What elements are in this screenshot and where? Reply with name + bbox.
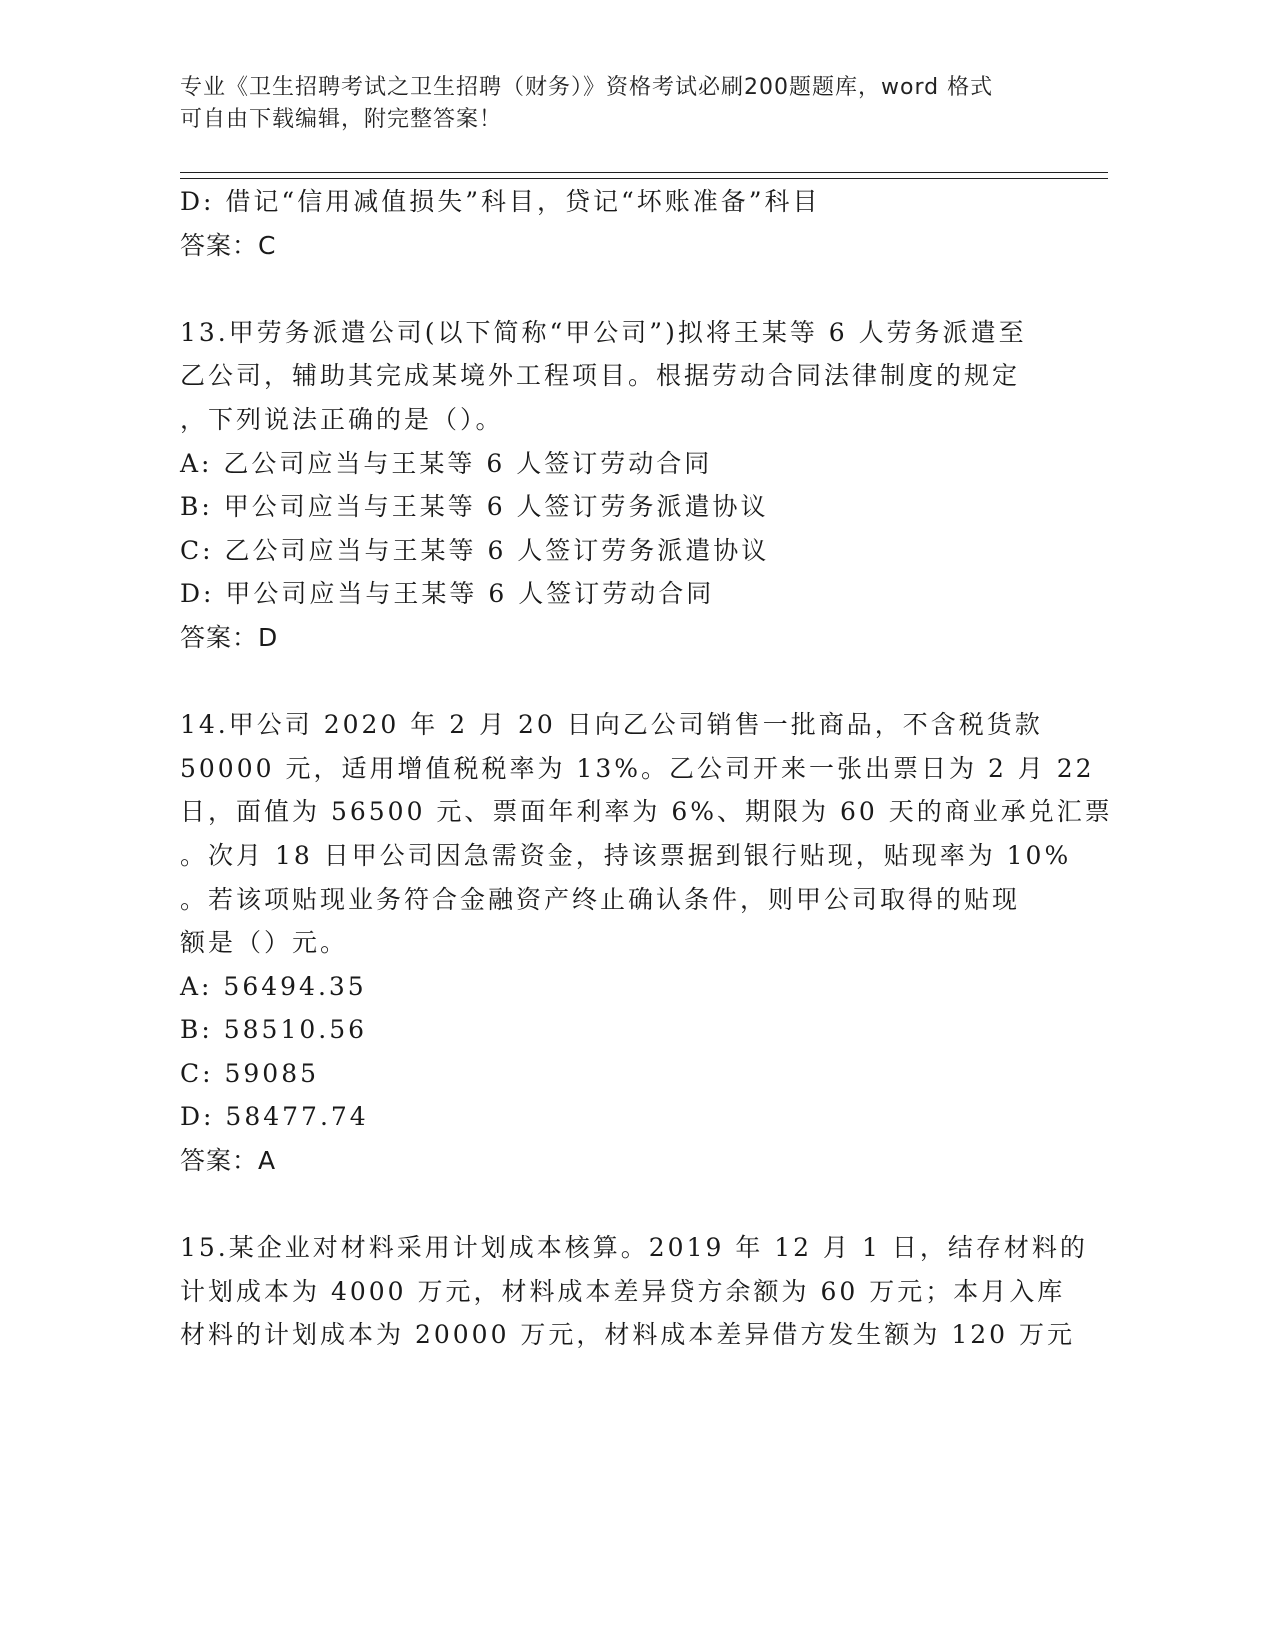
q13-stem-line-2: 乙公司，辅助其完成某境外工程项目。根据劳动合同法律制度的规定 [180, 361, 1021, 391]
q14-stem-line-4: 。次月 18 日甲公司因急需资金，持该票据到银行贴现，贴现率为 10% [180, 840, 1072, 870]
q13-answer: 答案：D [180, 622, 279, 652]
header-rule-top [180, 172, 1108, 173]
q12-answer: 答案：C [180, 230, 277, 260]
q13-stem-line-3: ，下列说法正确的是（）。 [180, 404, 504, 434]
q13-option-b: B: 甲公司应当与王某等 6 人签订劳务派遣协议 [180, 492, 769, 522]
q14-stem-line-5: 。若该项贴现业务符合金融资产终止确认条件，则甲公司取得的贴现 [180, 884, 1021, 914]
spacer [180, 267, 1060, 311]
q14-stem-line-1: 14.甲公司 2020 年 2 月 20 日向乙公司销售一批商品，不含税货款 [180, 710, 1043, 740]
q14-option-b: B: 58510.56 [180, 1015, 368, 1045]
q15-stem-line-1: 15.某企业对材料采用计划成本核算。2019 年 12 月 1 日，结存材料的 [180, 1233, 1088, 1263]
spacer [180, 1183, 1060, 1227]
header-line-1: 专业《卫生招聘考试之卫生招聘（财务）》资格考试必刷200题题库，word 格式 [180, 75, 994, 100]
question-15 [180, 1226, 1088, 1357]
question-14 [180, 703, 1113, 1183]
document-body [180, 180, 1113, 1357]
q15-stem-line-3: 材料的计划成本为 20000 万元，材料成本差异借方发生额为 120 万元 [180, 1320, 1076, 1350]
q13-option-c: C: 乙公司应当与王某等 6 人签订劳务派遣协议 [180, 535, 770, 565]
header-line-2: 可自由下载编辑，附完整答案！ [180, 107, 503, 132]
spacer [180, 660, 1060, 704]
question-13 [180, 311, 1060, 660]
q13-option-d: D: 甲公司应当与王某等 6 人签订劳动合同 [180, 579, 715, 609]
header-rule-bottom [180, 178, 1108, 179]
q14-option-a: A: 56494.35 [180, 971, 367, 1001]
q13-option-a: A: 乙公司应当与王某等 6 人签订劳动合同 [180, 448, 713, 478]
q14-stem-line-6: 额是（）元。 [180, 928, 349, 958]
q14-stem-line-3: 日，面值为 56500 元、票面年利率为 6%、期限为 60 天的商业承兑汇票 [180, 797, 1113, 827]
q14-option-d: D: 58477.74 [180, 1102, 369, 1132]
q14-option-c: C: 59085 [180, 1058, 320, 1088]
q14-answer: 答案：A [180, 1146, 277, 1176]
q14-stem-line-2: 50000 元，适用增值税税率为 13%。乙公司开来一张出票日为 2 月 22 [180, 753, 1095, 783]
q15-stem-line-2: 计划成本为 4000 万元，材料成本差异贷方余额为 60 万元；本月入库 [180, 1276, 1066, 1306]
q12-option-d: D: 借记“信用减值损失”科目，贷记“坏账准备”科目 [180, 187, 821, 216]
document-header [180, 72, 1060, 136]
q13-stem-line-1: 13.甲劳务派遣公司(以下简称“甲公司”)拟将王某等 6 人劳务派遣至 [180, 317, 1027, 347]
question-12-tail [180, 180, 1060, 267]
